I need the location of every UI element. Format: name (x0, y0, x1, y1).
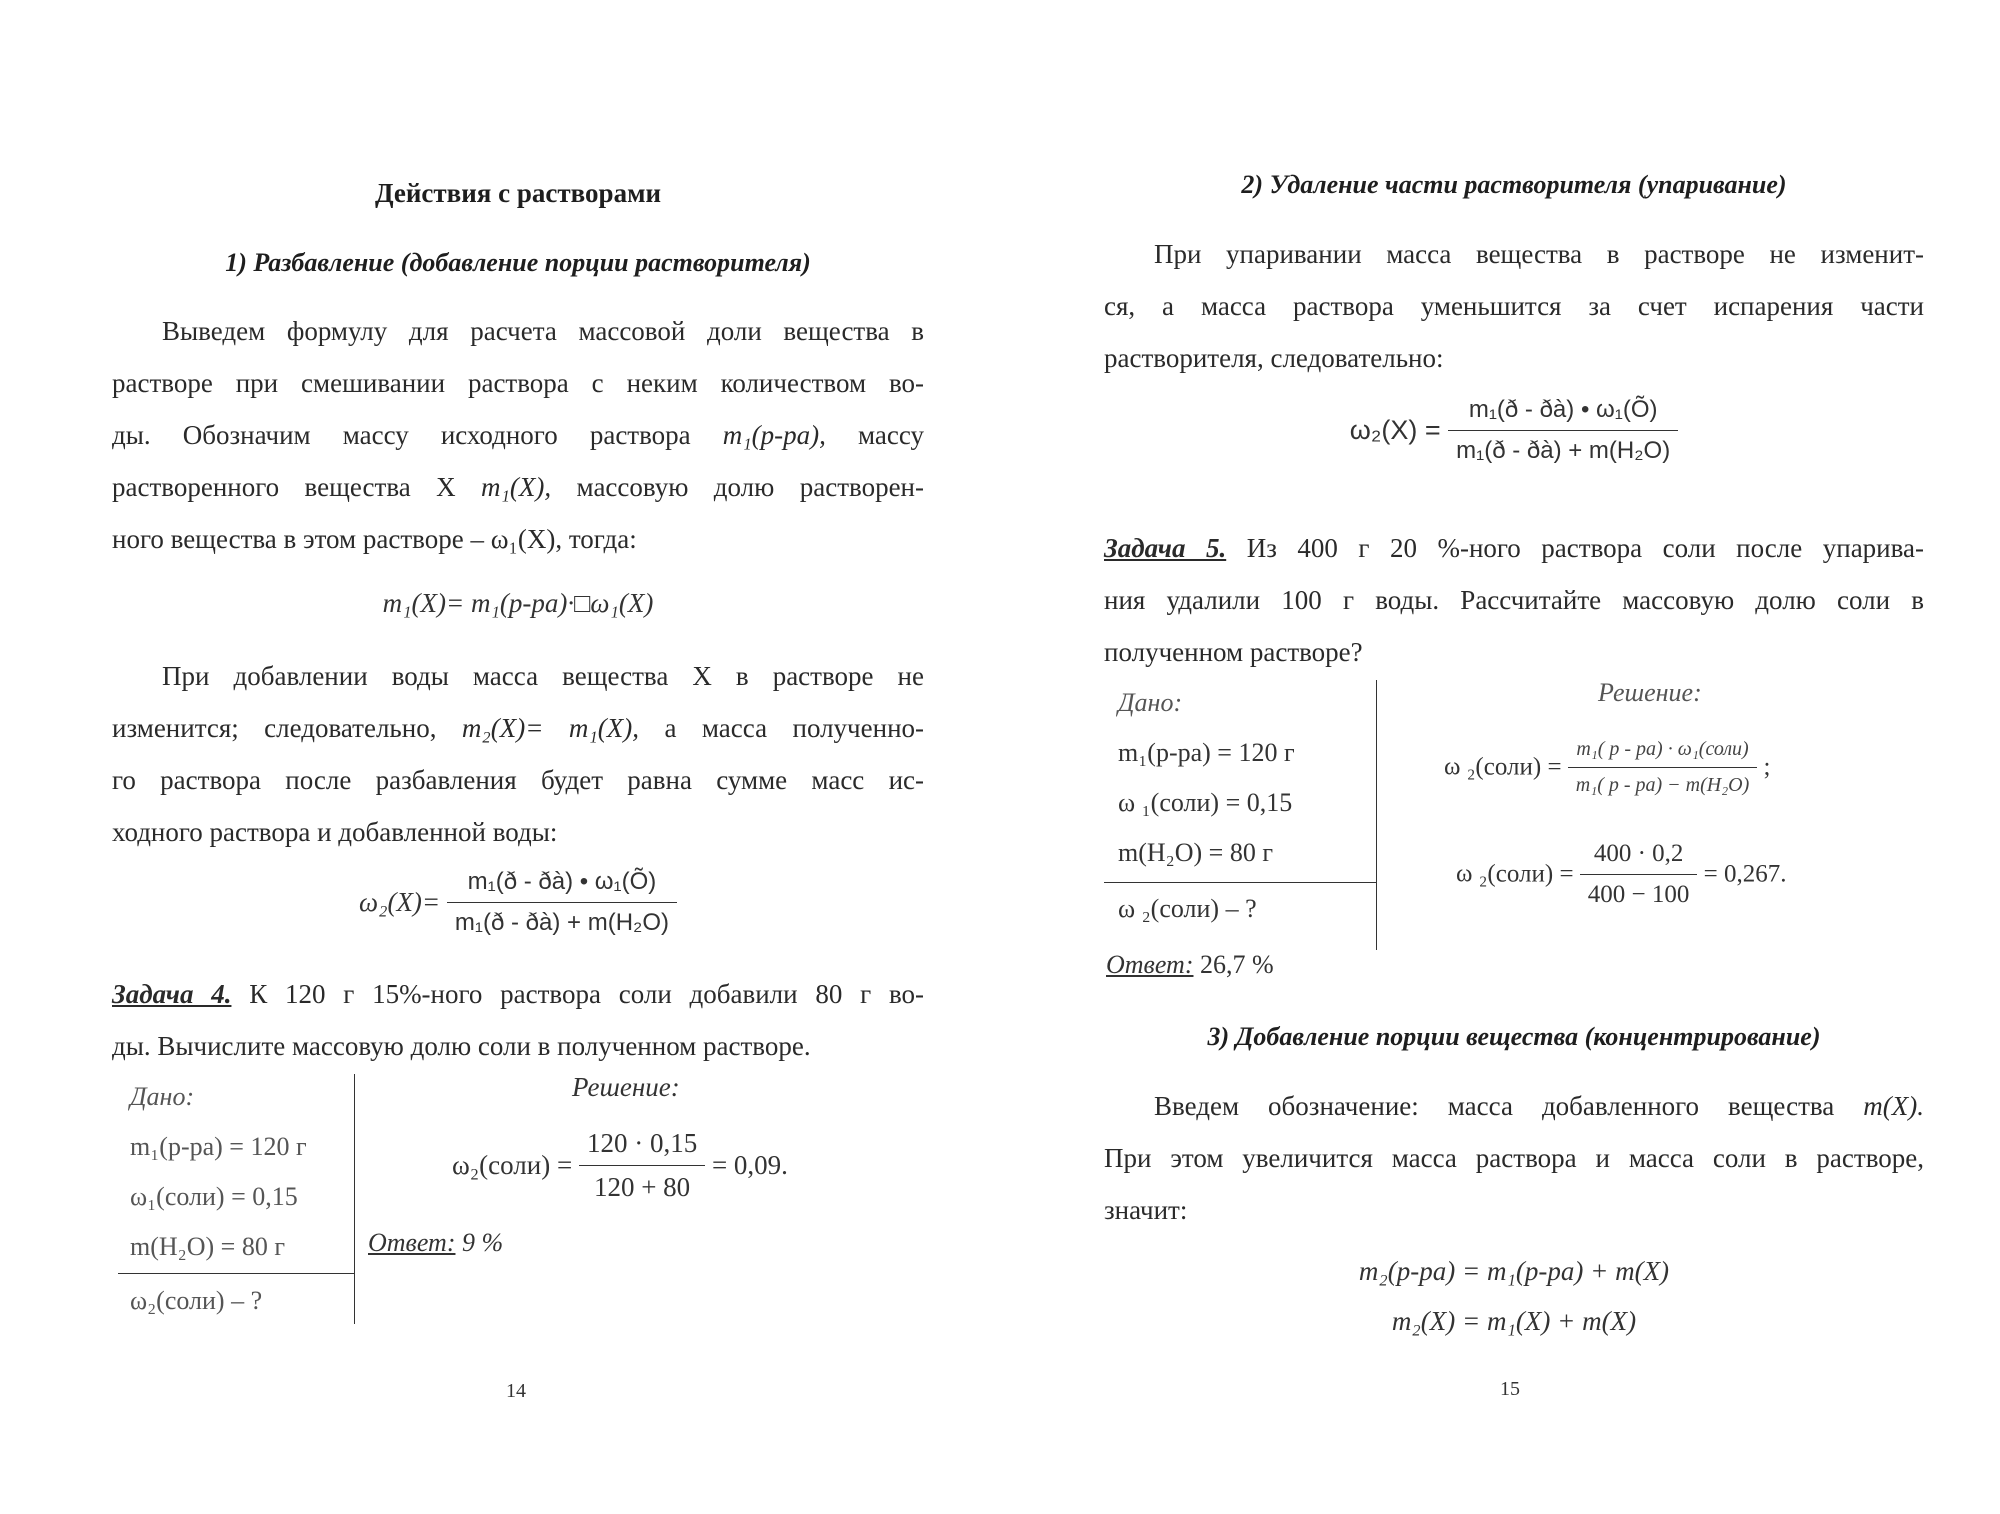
given-item: m₁(р-ра) = 120 г (130, 1132, 307, 1161)
text-line: значит: (1104, 1195, 1188, 1225)
given-item: m(H₂O) = 80 г (130, 1232, 285, 1261)
dilution-formula: ω₂(X)= $\frac{\text{m₁(ð - ðà) • ω₁(Õ)}}{\text{m₁(ð - ðà) + m(H₂O)}}$ (112, 868, 924, 937)
text-line: Выведем формулу для расчета массовой доли вещества в (162, 316, 924, 346)
evaporation-formula: ω₂(X) = $\frac{\text{m₁(ð - ðà) • ω₁(Õ)}}{\text{m₁(ð - ðà) + m(H₂O)}}$ (1104, 396, 1924, 465)
task-5-label: Задача 5. (1104, 533, 1227, 563)
text-line: изменится; следовательно, m₂(X)= m₁(X), а масса полученно- (112, 713, 925, 743)
intro-paragraph (112, 305, 924, 565)
text-line: ния удалили 100 г воды. Рассчитайте массовую долю соли в (1104, 585, 1924, 615)
text-line: растворе при смешивании раствора с неким количеством во- (112, 368, 924, 398)
text-line: При этом увеличится масса раствора и масса соли в растворе, (1104, 1143, 1924, 1173)
page-number: 14 (506, 1380, 526, 1402)
task-4-label: Задача 4. (112, 979, 232, 1009)
given-separator (1376, 680, 1377, 950)
solution-5-result: ω ₂(соли) = $\frac{400 \cdot 0,2}{400 - 100}$ = 0,267. (1456, 840, 1787, 908)
given-block-5 (1118, 678, 1295, 934)
given-header: Дано: (130, 1082, 195, 1111)
text-line: Задача 4. К 120 г 15%-ного раствора соли добавили 80 г во- (112, 979, 924, 1009)
text-line: ся, а масса раствора уменьшится за счет испарения части (1104, 291, 1924, 321)
text-line: ного вещества в этом растворе – ω₁(X), тогда: (112, 524, 637, 554)
given-item: m₁(р-ра) = 120 г (1118, 738, 1295, 767)
evaporation-paragraph (1104, 228, 1924, 384)
mass-formula: m₁(X)= m₁(р-ра)·□ω₁(X) (382, 588, 654, 618)
answer-5: Ответ: 26,7 % (1106, 950, 1274, 979)
section-2-title: 2) Удаление части растворителя (упаривание) (1241, 170, 1787, 199)
given-divider (118, 1273, 354, 1274)
text-line: растворенного вещества Х m₁(X), массовую долю растворен- (112, 472, 924, 502)
given-item: ω₁(соли) = 0,15 (130, 1182, 298, 1211)
given-separator (354, 1074, 355, 1324)
text-line: При упаривании масса вещества в растворе не изменит- (1154, 239, 1924, 269)
text-line: полученном растворе? (1104, 637, 1363, 667)
text-line: растворителя, следовательно: (1104, 343, 1444, 373)
given-item: m(H₂O) = 80 г (1118, 838, 1273, 867)
substance-mass-formula: m₂(X) = m₁(X) + m(X) (1391, 1306, 1637, 1336)
task-5 (1104, 522, 1924, 678)
fraction: $\frac{\text{m₁(ð - ðà) • ω₁(Õ)}}{\text{m₁(ð - ðà) + m(H₂O)}}$ (447, 868, 677, 937)
given-block-4 (130, 1072, 307, 1326)
fraction: $\frac{\text{m₁(ð - ðà) • ω₁(Õ)}}{\text{m₁(ð - ðà) + m(H₂O)}}$ (1448, 396, 1678, 465)
solution-mass-formula: m₂(р-ра) = m₁(р-ра) + m(X) (1358, 1256, 1670, 1286)
text-line: Задача 5. Из 400 г 20 %-ного раствора соли после упарива- (1104, 533, 1924, 563)
text-line: ды. Вычислите массовую долю соли в полученном растворе. (112, 1031, 811, 1061)
given-item: ω ₁(соли) = 0,15 (1118, 788, 1293, 817)
text-line: ды. Обозначим массу исходного раствора m₁(р-ра), массу (112, 420, 925, 450)
solution-5-formula: ω ₂(соли) = $\frac{\text{m₁( р - ра) · ω₁(соли)}}{\text{m₁( р - ра) − m(H₂O)}}$ ; (1444, 738, 1771, 796)
section-3-title: 3) Добавление порции вещества (концентрирование) (1207, 1022, 1821, 1051)
given-find: ω ₂(соли) – ? (1118, 894, 1257, 923)
page-title: Действия с растворами (374, 178, 662, 208)
given-find: ω₂(соли) – ? (130, 1286, 263, 1315)
task-4 (112, 968, 924, 1072)
given-divider (1104, 882, 1376, 883)
section-1-title: 1) Разбавление (добавление порции растворителя) (225, 248, 811, 277)
solution-4-formula: ω₂(соли) = $\frac{120 \cdot 0,15}{120 + 80}$ = 0,09. (452, 1128, 788, 1202)
solution-header: Решение: (572, 1072, 680, 1102)
right-page (1104, 0, 1924, 1514)
fraction: $\frac{400 \cdot 0,2}{400 - 100}$ (1580, 840, 1698, 909)
solution-header: Решение: (1598, 678, 1702, 707)
text-line: Введем обозначение: масса добавленного вещества m(X). (1154, 1091, 1924, 1121)
page-number: 15 (1500, 1378, 1520, 1400)
dilution-paragraph (112, 650, 924, 858)
text-line: го раствора после разбавления будет равна сумме масс ис- (112, 765, 924, 795)
fraction: $\frac{\text{m₁( р - ра) · ω₁(соли)}}{\text{m₁( р - ра) − m(H₂O)}}$ (1568, 738, 1757, 797)
concentration-paragraph (1104, 1080, 1924, 1236)
text-line: ходного раствора и добавленной воды: (112, 817, 558, 847)
text-line: При добавлении воды масса вещества Х в растворе не (162, 661, 924, 691)
given-header: Дано: (1118, 688, 1183, 717)
answer-4: Ответ: 9 % (368, 1228, 504, 1257)
fraction: $\frac{120 \cdot 0,15}{120 + 80}$ (579, 1128, 705, 1203)
left-page (112, 0, 924, 1514)
